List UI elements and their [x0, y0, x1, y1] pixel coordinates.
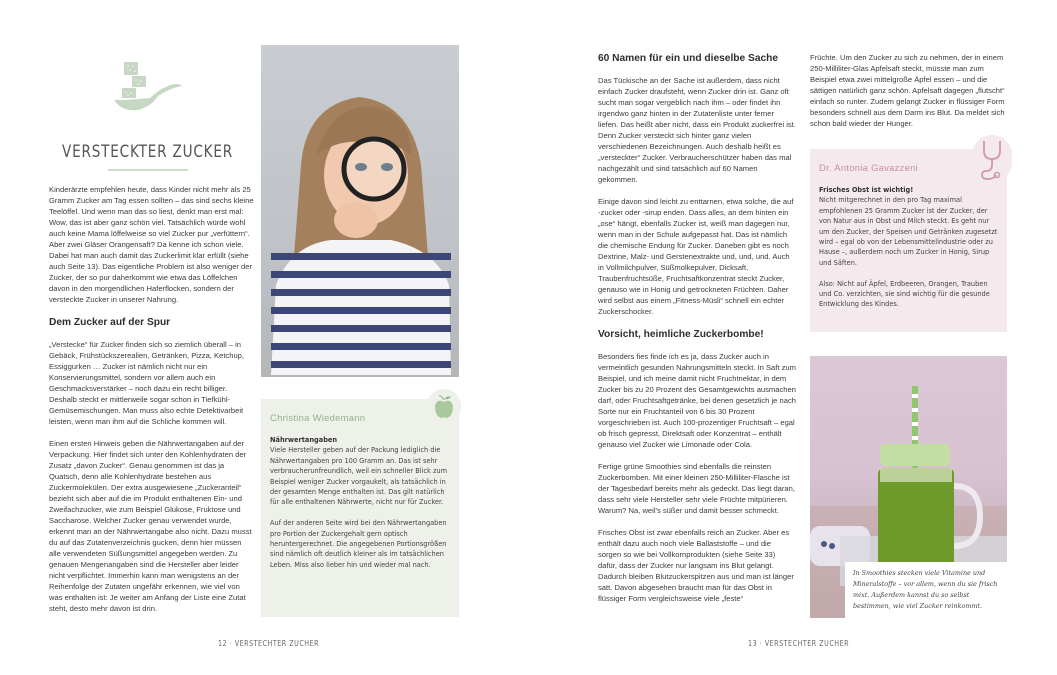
tip-box-paragraph: Nicht mitgerechnet in den pro Tag maximal empfohlenen 25 Gramm Zucker ist der Zucker, der von Natur aus in Obst und Milch steckt. Es geht nur um den Zucker, der Speisen und Getränken zugesetzt wird – egal ob von der Lebensmittelindustrie oder zu Hause –, außerdem noch um Zucker in Honig, Sirup und Säften.	[819, 196, 998, 267]
photo-girl-magnifying-glass	[261, 45, 459, 377]
tip-box-author: Dr. Antonia Gavazzeni	[819, 162, 919, 173]
stethoscope-icon	[972, 135, 1012, 183]
body-paragraph: Frisches Obst ist zwar ebenfalls reich an Zucker. Aber es enthält dazu auch noch viele Ballaststoffe – und die sorgen so wie bei Vollkornprodukten (siehe Seite 33) dafür, dass der Zucker nur langsam ins Blut gelangt. Dadurch bleiben Blutzuckerspitzen aus und man ist länger satt. Davon abgesehen braucht man für das Obst in flüssiger Form vergleichsweise viele „feste“	[598, 528, 794, 603]
girl-illustration	[261, 45, 459, 377]
tip-box-text	[270, 435, 450, 570]
body-paragraph: Fertige grüne Smoothies sind ebenfalls die reinsten Zuckerbomben. Mit einer kleinen 250-Milliliter-Flasche ist der Tagesbedarf bereits mehr als gedeckt. Das liegt daran, dass sehr viele Hersteller sehr viele Früchte mitpürieren. Warum? Na, weil's süßer und damit besser schmeckt.	[598, 462, 795, 515]
tip-box-paragraph: Viele Hersteller geben auf der Packung lediglich die Nährwertangaben pro 100 Gramm an. Das ist sehr verbraucherunfreundlich, weil ein schneller Blick zum Beispiel weniger Zucker vorgaukelt, als tatsächlich in der gesamten Menge enthalten ist. Das gilt natürlich für alle enthaltenen Nährwerte, nicht nur für Zucker.	[270, 446, 448, 507]
intro-paragraph: Kinderärzte empfehlen heute, dass Kinder nicht mehr als 25 Gramm Zucker am Tag essen sollten – das sind sechs kleine Teelöffel. Und wenn man das so liest, denkt man erst mal: Wow, das ist aber ganz schön viel. Tatsächlich würde wohl auch keine Mama löffelweise so viel Zucker pur „verfüttern“. Aber zwei Gläser Orangensaft? Da kenne ich schon viele. Dabei hat man auch damit das Zuckerlimit klar erfüllt (siehe auch Seite 13). Das eigentliche Problem ist also weniger der Zucker, der so pur daherkommt wie etwa das Löffelchen davon in den morgendlichen Haferflocken, sondern der versteckte Zucker in unserer Nahrung.	[49, 185, 254, 304]
body-paragraph: „Verstecke“ für Zucker finden sich so ziemlich überall – in Gebäck, Frühstückszerealien, Getränken, Pizza, Ketchup, Essiggurken … Zucker ist nämlich nicht nur ein Konservierungsmittel, sondern vor allem auch ein Geschmacksverstärker – noch dazu ein recht billiger. Deshalb steckt er mittlerweile sogar schon in Tiefkühl-Gemüsemischungen. Man muss also echte Detektivarbeit leisten, wenn man ihm auf die Schliche kommen will.	[49, 340, 245, 426]
tip-box-lead: Frisches Obst ist wichtig!	[819, 186, 914, 194]
title-underline	[108, 169, 188, 171]
sugar-spoon-icon	[112, 60, 184, 115]
tip-box-christina	[261, 399, 459, 617]
body-paragraph: Einen ersten Hinweis geben die Nährwertangaben auf der Verpackung. Hier findet sich unter den Kohlenhydraten der Zusatz „davon Zucker“. Genau genommen ist das ja Quatsch, denn alle Kohlenhydrate bestehen aus Zuckermolekülen. Der extra ausgewiesene „Zuckeranteil“ bezieht sich aber auf die im Produkt enthaltenen Ein- und Zweifachzucker, wie zum Beispiel Glukose, Fruktose und Saccharose. Welcher Zucker genau verwendet wurde, erkennt man an der Nährwertangabe also nicht. Dazu musst du auf das Zutatenverzeichnis gucken, denn hier müssen alle verwendeten Süßungsmittel angegeben werden. Zu genauen Mengenangaben sind die Hersteller aber leider nicht verpflichtet. Immerhin kann man wenigstens an der Reihenfolge der Zutaten ungefähr erkennen, wie viel von was enthalten ist: Je weiter am Anfang der Liste eine Zutat steht, desto mehr davon ist drin.	[49, 439, 252, 613]
body-paragraph: Früchte. Um den Zucker zu sich zu nehmen, der in einem 250-Milliliter-Glas Apfelsaft steckt, müsste man zum Beispiel etwa zwei mittelgroße Äpfel essen – und die sättigen natürlich ganz schön. Apfelsaft dagegen „flutscht“ einfach so runter. Zudem gelangt Zucker in flüssiger Form besonders schnell aus dem Darm ins Blut. Da meldet sich schon bald wieder der Hunger.	[810, 53, 1005, 128]
page-footer-left: 12 · VERSTECHTER ZUCHER	[218, 639, 320, 648]
body-paragraph: Das Tückische an der Sache ist außerdem, dass nicht einfach Zucker draufsteht, wenn Zucker drin ist. Ganz oft sucht man sogar vergeblich nach ihm – oder findet ihn irgendwo ganz hinten in der Zutatenliste unter ferner liefen. Das heißt aber nicht, dass ein Produkt zuckerfrei ist. Denn Zucker versteckt sich hinter ganz vielen verschiedenen Bezeichnungen. Auch deshalb heißt es „versteckter“ Zucker. Verbraucherschützer haben das mal nachgezählt und sind tatsächlich auf 60 Namen gekommen.	[598, 76, 796, 184]
apple-icon	[427, 389, 461, 423]
section-heading: Vorsicht, heimliche Zuckerbombe!	[598, 329, 764, 340]
section-heading: Dem Zucker auf der Spur	[49, 317, 171, 328]
left-page	[0, 0, 528, 675]
right-text-column-1	[598, 52, 796, 615]
body-paragraph: Einige davon sind leicht zu enttarnen, etwa solche, die auf -zucker oder -sirup enden. Dass alles, an dem hinten ein „ose“ hängt, ebenfalls Zucker ist, weiß man dagegen nur, wenn man in der Schule aufgepasst hat. Das ist nämlich die chemische Endung für Zucker. Daneben gibt es noch Dextrine, Malz- und Gerstenextrakte und, und, und. Auch in Vollmilchpulver, Süßmolkepulver, Dicksaft, Traubenfruchtsüße, Fruchtsaftkonzentrat steckt Zucker, genauso wie in Honig und getrockneten Früchten. Daher wird selbst aus einem „Fitness-Müsli“ schnell ein echter Zuckerschocker.	[598, 197, 794, 316]
right-text-column-2	[810, 52, 1007, 140]
left-text-column	[49, 184, 255, 625]
tip-box-paragraph: Also: Nicht auf Äpfel, Erdbeeren, Orangen, Trauben und Co. verzichten, sie sind wichtig für die gesunde Entwicklung des Kindes.	[819, 279, 990, 309]
tip-box-lead: Nährwertangaben	[270, 436, 338, 444]
section-heading: 60 Namen für ein und dieselbe Sache	[598, 53, 779, 64]
tip-box-author: Christina Wiedemann	[270, 412, 366, 423]
tip-box-paragraph: Auf der anderen Seite wird bei den Nährwertangaben pro Portion der Zuckergehalt gern optisch heruntergerechnet. Die angegebenen Portionsgrößen sind nämlich oft deutlich kleiner als im tatsächlichen Leben. Miss also lieber hin und wieder mal nach.	[270, 519, 447, 569]
body-paragraph: Besonders fies finde ich es ja, dass Zucker auch in vermeintlich gesunden Nahrungsmitteln steckt. In Saft zum Beispiel, und ich meine damit nicht Fruchtnektar, in dem Zucker bis zu 20 Prozent des Gesamtgewichts ausmachen darf, oder Fruchtsaftgetränke, bei denen gesetzlich je nach Sorte nur ein Fruchtanteil von 6 bis 30 Prozent vorgeschrieben ist. Auch 100-prozentiger Fruchtsaft – egal ob frisch gepresst, Direktsaft oder Konzentrat – enthält genauso viel Zucker wie Limonade oder Cola.	[598, 352, 796, 449]
photo-caption: In Smoothies stecken viele Vitamine und Mineralstoffe – vor allem, wenn du sie frisch mixt. Außerdem kannst du so selbst bestimmen, wie viel Zucker reinkommt.	[845, 562, 1013, 622]
apple-badge	[427, 389, 461, 423]
chapter-title: VERSTECKTER ZUCKER	[62, 142, 234, 162]
page-footer-right: 13 · VERSTECHTER ZUCHER	[748, 639, 850, 648]
tip-box-text	[819, 185, 998, 310]
stethoscope-badge	[972, 135, 1012, 183]
